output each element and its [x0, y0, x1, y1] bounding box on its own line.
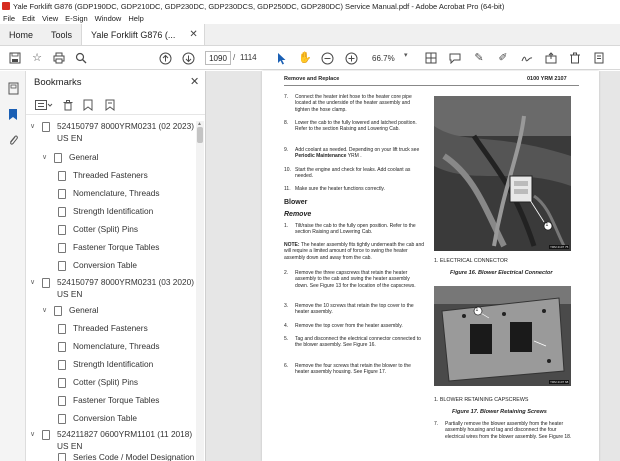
expand-bookmark-icon[interactable] [104, 98, 116, 112]
bookmark-label-line2: US EN [57, 441, 83, 451]
bookmark-icon [58, 189, 66, 199]
bookmark-label: Cotter (Split) Pins [73, 224, 139, 234]
page-total: 1114 [240, 53, 257, 62]
step-number: 10. [284, 167, 291, 173]
bookmark-label: Conversion Table [73, 413, 137, 423]
step-number: 1. [284, 223, 289, 229]
comment-icon[interactable] [448, 51, 462, 65]
step-text: Remove the four screws that retain the blower to the heater assembly housing. See Figure 17. [295, 363, 411, 376]
bookmark-label: Conversion Table [73, 260, 137, 270]
step-text: Tilt/raise the cab to the fully open position. Refer to the section Raising and Lowering Cab. [295, 223, 416, 236]
search-icon[interactable] [74, 51, 88, 65]
step-number: 8. [284, 120, 289, 126]
bookmark-icon [58, 207, 66, 217]
scroll-up-arrow-icon[interactable]: ▲ [197, 121, 202, 127]
bookmark-label-line2: US EN [57, 133, 83, 143]
step-number: 7. [434, 421, 439, 427]
step-number: 2. [284, 270, 289, 276]
window-title: Yale Forklift G876 (GDP190DC, GDP210DC, GDP230DC, GDP230DCS, GDP250DC, GDP280DC) Service Manual.pdf - Adobe Acrobat Pro (64-bit) [13, 1, 505, 11]
bookmarks-scroll-thumb[interactable] [197, 127, 203, 143]
step-text: Remove the three capscrews that retain the heater assembly to the cab and swing the heater assembly down. See Figure 13 for the location of the capscrews. [295, 270, 416, 289]
step-text: Make sure the heater functions correctly. [295, 186, 385, 192]
figure-16-code: YRM 2107 75 [550, 245, 569, 249]
collapse-chevron-icon[interactable]: ∨ [30, 431, 36, 438]
bookmark-label: General [69, 152, 99, 162]
section-title: Blower [284, 199, 308, 206]
bookmarks-panel-title: Bookmarks [34, 77, 82, 88]
collapse-chevron-icon[interactable]: ∨ [42, 307, 48, 314]
bookmark-icon [58, 324, 66, 334]
bookmark-label: Fastener Torque Tables [73, 395, 160, 405]
step-number: 6. [284, 363, 289, 369]
bookmarks-toolbar [26, 95, 206, 115]
menu-view[interactable]: View [42, 13, 59, 23]
step-text: Remove the 10 screws that retain the top cover to the heater assembly. [295, 303, 414, 316]
bookmark-icon [42, 430, 50, 440]
bookmark-icon [58, 342, 66, 352]
acrobat-app-icon [2, 2, 10, 10]
bookmark-label: Threaded Fasteners [73, 170, 148, 180]
bookmark-icon [58, 396, 66, 406]
edit-pdf-icon[interactable] [592, 51, 606, 65]
menu-help[interactable]: Help [128, 13, 144, 23]
step-number: 4. [284, 323, 289, 329]
bookmark-label: Strength Identification [73, 206, 154, 216]
page-thumbnails-icon[interactable] [6, 81, 20, 95]
attachments-icon[interactable] [6, 133, 20, 147]
bookmarks-panel [26, 71, 206, 461]
hand-tool-icon[interactable]: ✋ [298, 51, 312, 64]
bookmark-icon [42, 278, 50, 288]
figure-16-callout: 1 [545, 222, 549, 228]
step-number: 3. [284, 303, 289, 309]
delete-bookmark-icon[interactable] [62, 98, 74, 112]
bookmark-icon [58, 171, 66, 181]
delete-icon[interactable] [568, 51, 582, 65]
figure-17-callout: 1 [475, 307, 479, 313]
menu-edit[interactable]: Edit [22, 13, 36, 23]
bookmark-options-icon[interactable] [34, 98, 54, 112]
page-header-right: 0100 YRM 2107 [527, 76, 567, 82]
bookmark-star-icon[interactable]: ☆ [32, 51, 42, 64]
bookmarks-scrollbar[interactable] [196, 121, 204, 461]
bookmark-label: Strength Identification [73, 359, 154, 369]
page-separator: / [233, 53, 236, 62]
step-text: Connect the heater inlet hose to the heater core pipe located at the underside of the heater assembly and tighten the hose clamp. [295, 94, 412, 113]
step-text-bold: Periodic Maintenance [295, 153, 347, 160]
previous-page-icon[interactable] [158, 51, 172, 65]
bookmark-label: 524150797 8000YRM0231 (03 2020) [57, 277, 195, 287]
bookmark-icon [54, 306, 62, 316]
select-cursor-icon[interactable] [275, 51, 289, 65]
figure-17-legend: 1. BLOWER RETAINING CAPSCREWS [434, 397, 529, 403]
bookmark-label: General [69, 305, 99, 315]
draw-icon[interactable]: ✐ [498, 51, 508, 64]
step-text: Lower the cab to the fully lowered and latched position. Refer to the section Raising and Lowering Cab. [295, 120, 417, 133]
bookmark-icon [58, 453, 66, 461]
collapse-chevron-icon[interactable]: ∨ [42, 154, 48, 161]
menu-bar [0, 12, 620, 24]
print-icon[interactable] [52, 51, 66, 65]
bookmark-icon [58, 414, 66, 424]
step-text-pre: Add coolant as needed. Depending on your lift truck see [295, 147, 420, 153]
figure-17-photo [434, 286, 571, 386]
next-page-icon[interactable] [181, 51, 195, 65]
step-text: Partially remove the blower assembly from the heater assembly housing and tag and disconnect the four electrical wires from the blower assembly. See Figure 18. [445, 421, 572, 440]
navigation-rail [0, 71, 26, 461]
window-title-bar [0, 0, 620, 12]
bookmark-icon [42, 122, 50, 132]
bookmark-icon [58, 378, 66, 388]
bookmarks-panel-icon[interactable] [6, 107, 20, 121]
bookmark-label: Fastener Torque Tables [73, 242, 160, 252]
bookmark-label-line2: US EN [57, 289, 83, 299]
close-panel-icon[interactable]: ✕ [190, 76, 200, 88]
bookmark-icon [58, 225, 66, 235]
zoom-in-icon[interactable] [344, 51, 358, 65]
sign-icon[interactable] [520, 51, 534, 65]
figure-17-title: Figure 17. Blower Retaining Screws [452, 409, 547, 415]
bookmark-icon [58, 261, 66, 271]
save-icon[interactable] [8, 51, 22, 65]
header-rule [284, 85, 579, 86]
page-number-input[interactable] [205, 51, 231, 65]
figure-16-title: Figure 16. Blower Electrical Connector [450, 270, 553, 276]
menu-window[interactable]: Window [94, 13, 122, 23]
zoom-out-icon[interactable] [320, 51, 334, 65]
note-paragraph [284, 242, 424, 261]
share-icon[interactable] [544, 51, 558, 65]
bookmark-label: Threaded Fasteners [73, 323, 148, 333]
menu-esign[interactable]: E-Sign [65, 13, 88, 23]
page-header-left: Remove and Replace [284, 76, 340, 82]
step-number: 11. [284, 186, 291, 192]
highlight-pen-icon[interactable]: ✎ [474, 51, 484, 64]
menu-file[interactable]: File [3, 13, 16, 23]
bookmark-label: 524150797 8000YRM0231 (02 2023) [57, 121, 195, 131]
figure-17-code: YRM 2107 68 [550, 380, 569, 384]
step-number: 5. [284, 336, 289, 342]
figure-16-legend: 1. ELECTRICAL CONNECTOR [434, 258, 508, 264]
figure-16-photo [434, 96, 571, 251]
zoom-dropdown-chevron-icon[interactable]: ▾ [404, 52, 408, 59]
step-number: 7. [284, 94, 289, 100]
tab-bar [0, 24, 620, 46]
tab-home[interactable]: Home [9, 29, 34, 40]
bookmark-icon [58, 360, 66, 370]
page-layout-icon[interactable] [424, 51, 438, 65]
bookmark-label: Nomenclature, Threads [73, 341, 160, 351]
step-text: Tag and disconnect the electrical connector connected to the blower assembly. See Figure 16. [295, 336, 421, 349]
subsection-title: Remove [284, 211, 312, 218]
bookmark-icon [54, 153, 62, 163]
zoom-level[interactable]: 66.7% [372, 53, 395, 63]
tab-document[interactable] [81, 24, 205, 45]
new-bookmark-icon[interactable] [82, 98, 94, 112]
bookmark-icon [58, 243, 66, 253]
note-label: NOTE: [284, 242, 300, 248]
collapse-chevron-icon[interactable]: ∨ [30, 123, 36, 130]
collapse-chevron-icon[interactable]: ∨ [30, 279, 36, 286]
tab-tools[interactable]: Tools [51, 29, 73, 40]
step-text-post: YRM . [346, 153, 362, 160]
step-text: Remove the top cover from the heater assembly. [295, 323, 403, 329]
step-text: Start the engine and check for leaks. Add coolant as needed. [295, 167, 411, 180]
bookmark-label: Series Code / Model Designation [73, 452, 195, 461]
step-number: 9. [284, 147, 289, 153]
bookmark-label: Cotter (Split) Pins [73, 377, 139, 387]
step-text [295, 147, 423, 160]
bookmark-label: 524211827 0600YRM1101 (11 2018) [57, 429, 193, 439]
pdf-page [262, 71, 599, 461]
bookmark-label: Nomenclature, Threads [73, 188, 160, 198]
close-tab-icon[interactable]: ✕ [189, 29, 198, 40]
toolbar [0, 46, 620, 70]
tab-document-label: Yale Forklift G876 (... [91, 29, 176, 40]
note-text: The heater assembly fits tightly underneath the cab and will require a limited amount of force to swing the heater assembly down and away from the cab. [284, 242, 425, 261]
